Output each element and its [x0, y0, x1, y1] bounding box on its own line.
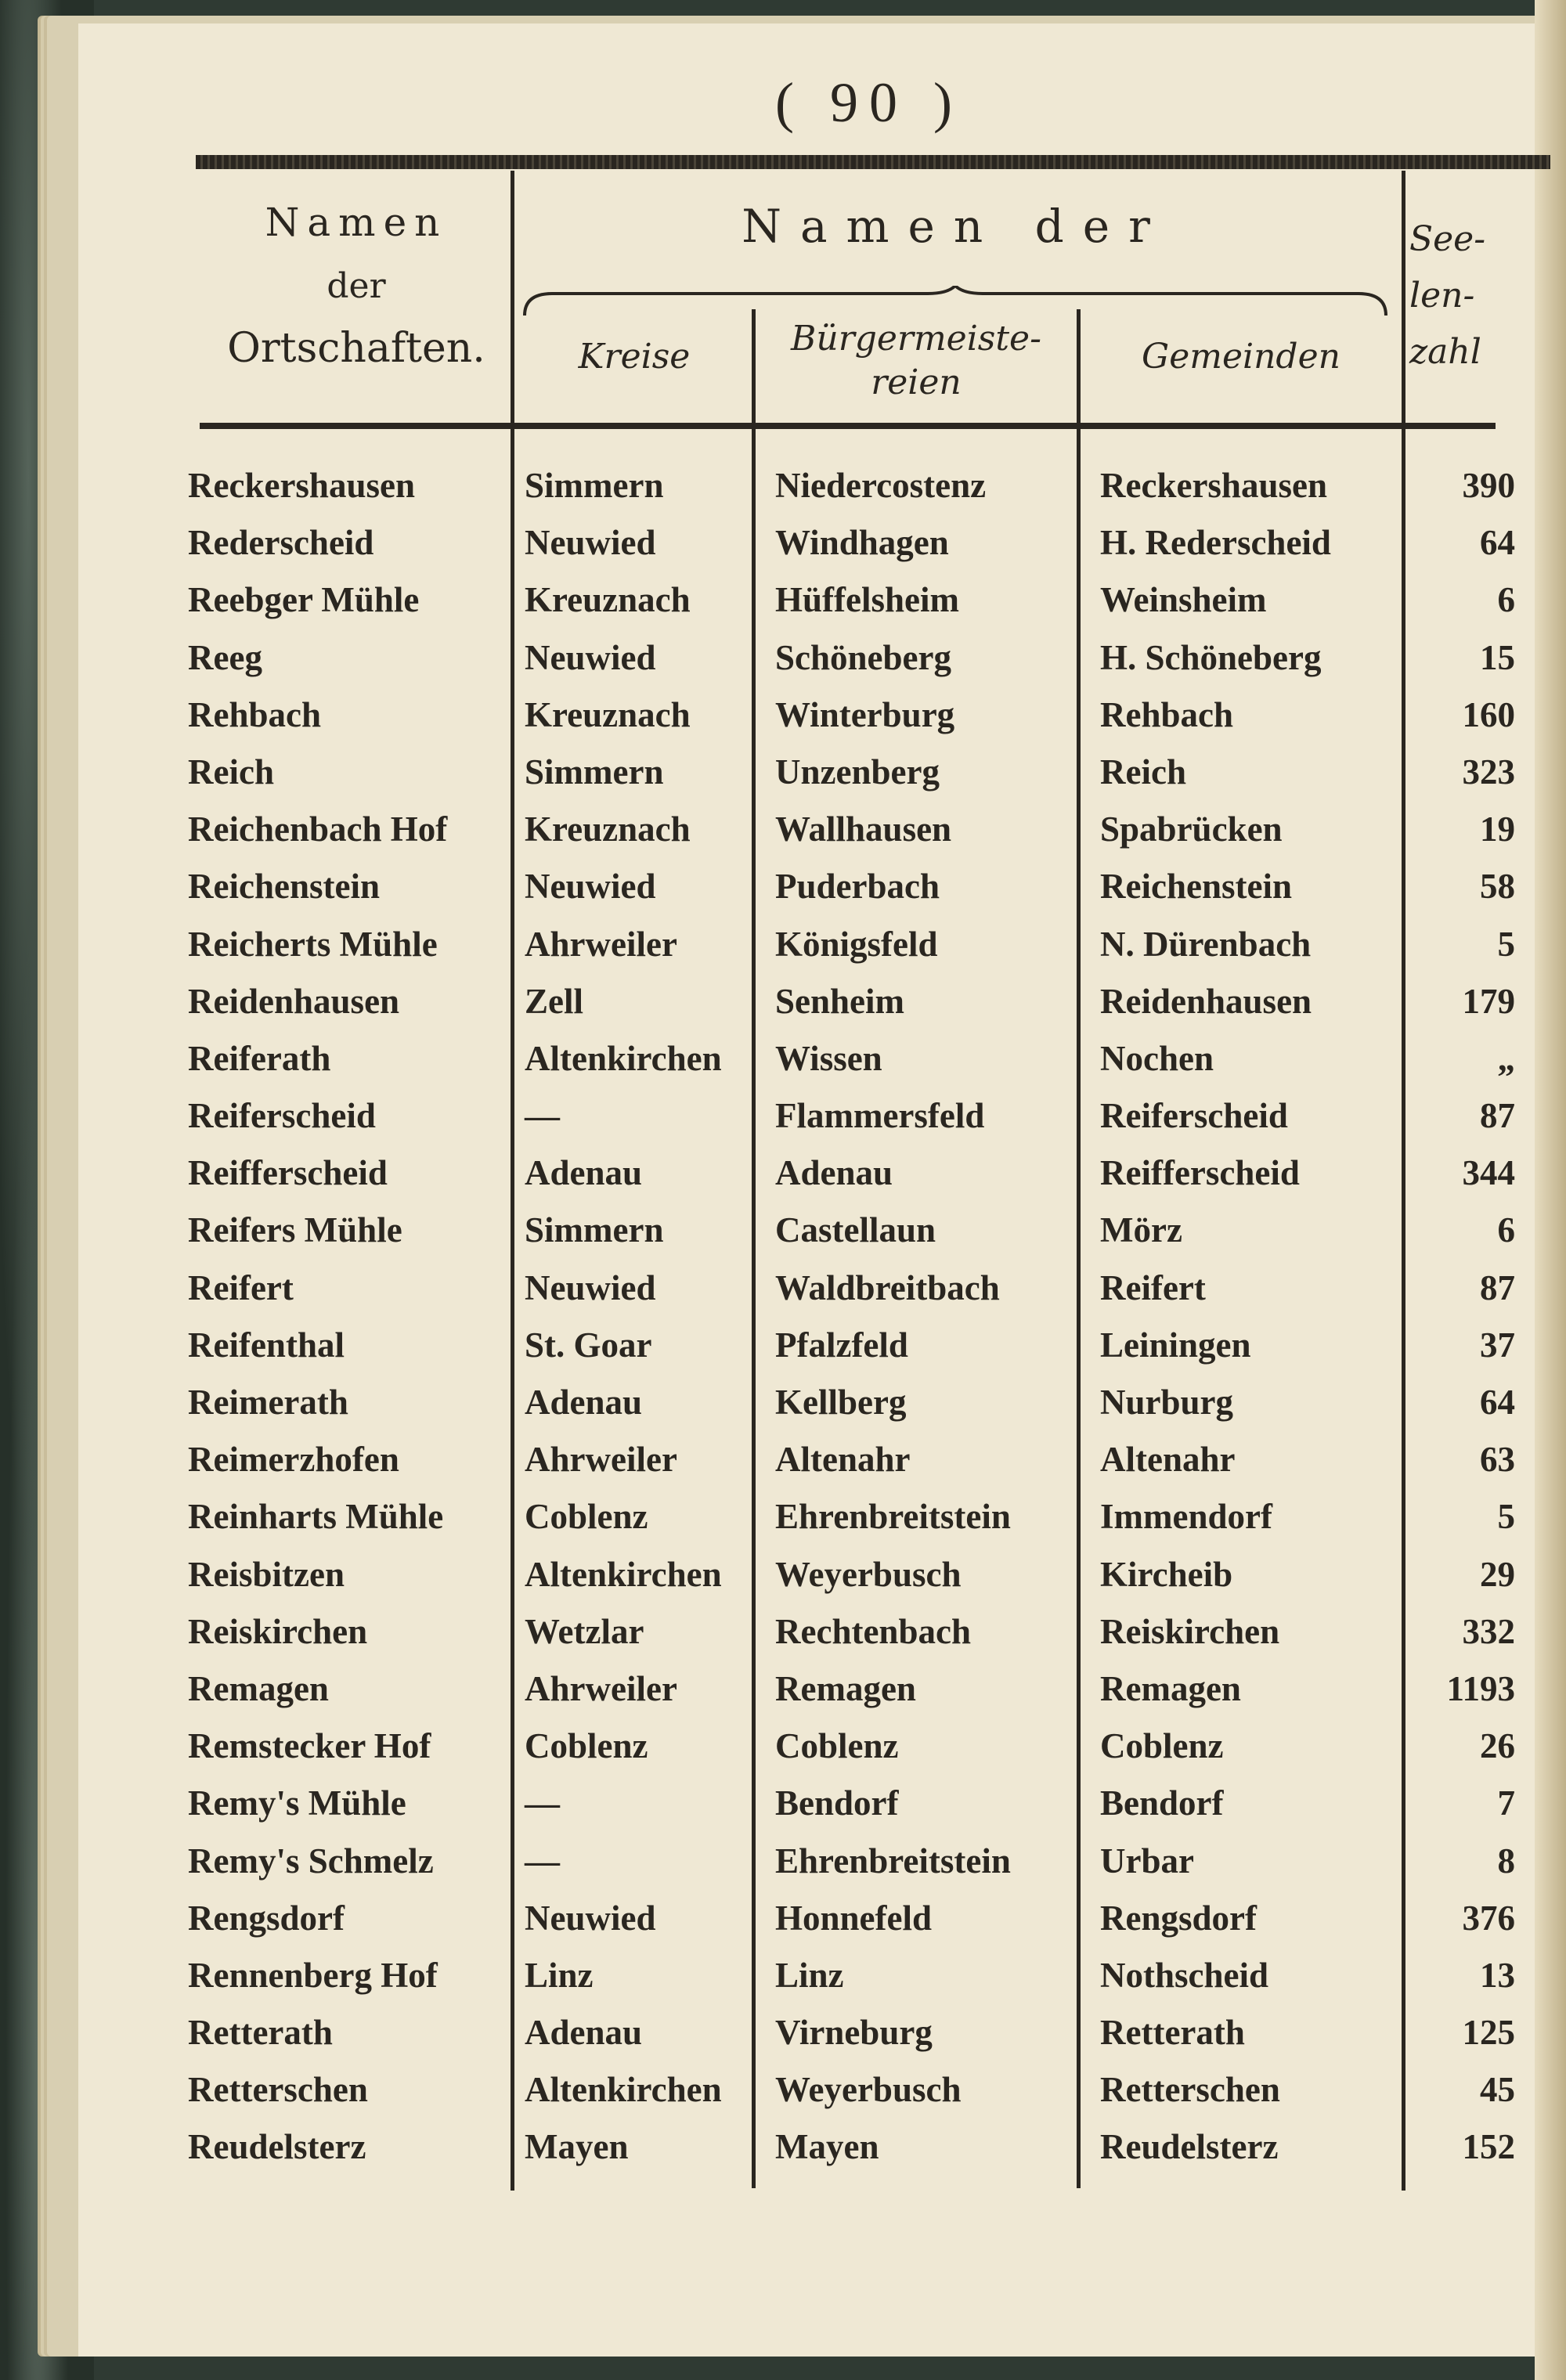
cell-seelenzahl: 19 [1480, 810, 1515, 849]
cell-seelenzahl: 63 [1480, 1440, 1515, 1480]
cell-place-name: Remagen [188, 1668, 329, 1708]
subheader-seelenzahl: See-len-zahl [1409, 219, 1486, 372]
cell-seelenzahl: 58 [1480, 867, 1515, 907]
cell-place-name: Reinharts Mühle [188, 1497, 444, 1537]
cell-place-name: Reidenhausen [188, 981, 400, 1021]
cell-kreis: Kreuznach [525, 694, 691, 734]
page-number: ( 90 ) [775, 71, 963, 134]
cell-gemeinde: Reich [1100, 752, 1186, 792]
cell-seelenzahl: 6 [1497, 580, 1515, 620]
cell-seelenzahl: 8 [1497, 1841, 1515, 1881]
cell-place-name: Reebger Mühle [188, 580, 420, 620]
table-row [0, 1551, 1566, 1608]
cell-gemeinde: Mörz [1100, 1210, 1182, 1250]
cell-gemeinde: Nothscheid [1100, 1955, 1269, 1995]
cell-buergermeisterei: Unzenberg [775, 752, 940, 792]
cell-gemeinde: Spabrücken [1100, 810, 1283, 849]
cell-gemeinde: H. Rederscheid [1100, 523, 1331, 563]
cell-seelenzahl: 376 [1462, 1898, 1515, 1938]
cell-seelenzahl: 179 [1462, 981, 1515, 1021]
cell-place-name: Reicherts Mühle [188, 924, 438, 964]
table-row [0, 1264, 1566, 1322]
cell-seelenzahl: 344 [1462, 1153, 1515, 1193]
cell-place-name: Reeg [188, 637, 262, 677]
cell-gemeinde: Reckershausen [1100, 466, 1327, 505]
cell-kreis: Kreuznach [525, 580, 691, 620]
cell-gemeinde: Reifferscheid [1100, 1153, 1300, 1193]
cell-place-name: Rehbach [188, 694, 322, 734]
cell-place-name: Reifert [188, 1268, 294, 1307]
cell-kreis: Neuwied [525, 867, 656, 907]
cell-kreis: Adenau [525, 2013, 643, 2053]
cell-buergermeisterei: Wallhausen [775, 810, 952, 849]
cell-gemeinde: Kircheib [1100, 1554, 1233, 1594]
table-row [0, 1322, 1566, 1379]
cell-buergermeisterei: Windhagen [775, 523, 949, 563]
cell-buergermeisterei: Mayen [775, 2127, 879, 2167]
cell-buergermeisterei: Castellaun [775, 1210, 936, 1250]
cell-kreis: Coblenz [525, 1497, 648, 1537]
cell-kreis: Altenkirchen [525, 1038, 722, 1078]
table-row [0, 1206, 1566, 1264]
cell-buergermeisterei: Remagen [775, 1668, 916, 1708]
cell-seelenzahl: 390 [1462, 466, 1515, 505]
cell-gemeinde: Nurburg [1100, 1383, 1234, 1422]
cell-seelenzahl: 152 [1462, 2127, 1515, 2167]
cell-buergermeisterei: Bendorf [775, 1783, 899, 1823]
table-row [0, 1608, 1566, 1665]
cell-kreis: Adenau [525, 1153, 643, 1193]
cell-seelenzahl: 15 [1480, 637, 1515, 677]
cell-gemeinde: Leiningen [1100, 1325, 1251, 1365]
cell-gemeinde: Bendorf [1100, 1783, 1224, 1823]
cell-gemeinde: Rehbach [1100, 694, 1234, 734]
cell-buergermeisterei: Flammersfeld [775, 1096, 985, 1136]
cell-place-name: Reiskirchen [188, 1611, 368, 1651]
header-namen-der: Namen der [742, 200, 1169, 253]
table-row [0, 1952, 1566, 2009]
cell-place-name: Reichenbach Hof [188, 810, 448, 849]
cell-place-name: Reckershausen [188, 466, 415, 505]
cell-buergermeisterei: Weyerbusch [775, 1554, 962, 1594]
cell-buergermeisterei: Niedercostenz [775, 466, 987, 505]
cell-gemeinde: Immendorf [1100, 1497, 1272, 1537]
cell-gemeinde: Retterschen [1100, 2070, 1280, 2110]
cell-place-name: Remy's Mühle [188, 1783, 406, 1823]
cell-buergermeisterei: Puderbach [775, 867, 940, 907]
cell-kreis: — [525, 1783, 560, 1823]
table-row [0, 1722, 1566, 1780]
cell-seelenzahl: 323 [1462, 752, 1515, 792]
cell-buergermeisterei: Waldbreitbach [775, 1268, 1000, 1307]
cell-seelenzahl: „ [1497, 1038, 1515, 1078]
cell-buergermeisterei: Adenau [775, 1153, 893, 1193]
cell-buergermeisterei: Winterburg [775, 694, 955, 734]
cell-place-name: Reiferath [188, 1038, 331, 1078]
header-brace [521, 286, 1390, 317]
cell-gemeinde: Retterath [1100, 2013, 1245, 2053]
cell-gemeinde: H. Schöneberg [1100, 637, 1322, 677]
table-row [0, 1436, 1566, 1493]
cell-buergermeisterei: Kellberg [775, 1383, 907, 1422]
cell-kreis: Zell [525, 981, 583, 1021]
cell-seelenzahl: 6 [1497, 1210, 1515, 1250]
cell-kreis: St. Goar [525, 1325, 652, 1365]
table-row [0, 921, 1566, 978]
table-row [0, 462, 1566, 519]
cell-place-name: Retterschen [188, 2070, 368, 2110]
cell-kreis: Altenkirchen [525, 2070, 722, 2110]
cell-place-name: Reisbitzen [188, 1554, 345, 1594]
cell-kreis: Neuwied [525, 1268, 656, 1307]
header-der: der [327, 266, 386, 306]
cell-buergermeisterei: Ehrenbreitstein [775, 1841, 1011, 1881]
table-row [0, 1149, 1566, 1206]
subheader-kreise: Kreise [578, 337, 691, 377]
cell-buergermeisterei: Rechtenbach [775, 1611, 971, 1651]
cell-buergermeisterei: Linz [775, 1955, 844, 1995]
cell-seelenzahl: 45 [1480, 2070, 1515, 2110]
table-row [0, 806, 1566, 863]
header-namen: Namen [265, 200, 448, 245]
cell-buergermeisterei: Hüffelsheim [775, 580, 959, 620]
cell-kreis: Altenkirchen [525, 1554, 722, 1594]
cell-buergermeisterei: Ehrenbreitstein [775, 1497, 1011, 1537]
cell-place-name: Remstecker Hof [188, 1726, 431, 1766]
cell-buergermeisterei: Weyerbusch [775, 2070, 962, 2110]
table-row [0, 1035, 1566, 1092]
table-row [0, 691, 1566, 748]
cell-gemeinde: Weinsheim [1100, 580, 1267, 620]
cell-seelenzahl: 332 [1462, 1611, 1515, 1651]
table-row [0, 978, 1566, 1035]
cell-kreis: Neuwied [525, 637, 656, 677]
cell-buergermeisterei: Honnefeld [775, 1898, 933, 1938]
cell-gemeinde: Nochen [1100, 1038, 1214, 1078]
cell-kreis: Ahrweiler [525, 924, 677, 964]
cell-gemeinde: Altenahr [1100, 1440, 1236, 1480]
cell-seelenzahl: 1193 [1446, 1668, 1515, 1708]
cell-seelenzahl: 64 [1480, 1383, 1515, 1422]
cell-gemeinde: Rengsdorf [1100, 1898, 1257, 1938]
cell-kreis: — [525, 1841, 560, 1881]
table-row [0, 1895, 1566, 1952]
cell-gemeinde: Reudelsterz [1100, 2127, 1279, 2167]
cell-kreis: Adenau [525, 1383, 643, 1422]
cell-seelenzahl: 5 [1497, 924, 1515, 964]
cell-kreis: Linz [525, 1955, 594, 1995]
cell-seelenzahl: 87 [1480, 1268, 1515, 1307]
cell-kreis: Neuwied [525, 1898, 656, 1938]
cell-place-name: Reudelsterz [188, 2127, 366, 2167]
table-row [0, 634, 1566, 691]
cell-place-name: Rengsdorf [188, 1898, 345, 1938]
cell-place-name: Remy's Schmelz [188, 1841, 434, 1881]
cell-kreis: Coblenz [525, 1726, 648, 1766]
cell-gemeinde: Reichenstein [1100, 867, 1292, 907]
cell-seelenzahl: 64 [1480, 523, 1515, 563]
cell-gemeinde: Coblenz [1100, 1726, 1224, 1766]
table-row [0, 863, 1566, 920]
cell-buergermeisterei: Wissen [775, 1038, 882, 1078]
header-ortschaften: Ortschaften. [227, 325, 485, 372]
table-row [0, 2123, 1566, 2180]
cell-gemeinde: N. Dürenbach [1100, 924, 1312, 964]
cell-seelenzahl: 7 [1497, 1783, 1515, 1823]
cell-kreis: Simmern [525, 1210, 664, 1250]
cell-place-name: Rederscheid [188, 523, 374, 563]
cell-place-name: Reifenthal [188, 1325, 345, 1365]
cell-kreis: Kreuznach [525, 810, 691, 849]
table-body [0, 462, 1566, 2181]
cell-gemeinde: Reiskirchen [1100, 1611, 1280, 1651]
cell-gemeinde: Reifert [1100, 1268, 1206, 1307]
cell-seelenzahl: 29 [1480, 1554, 1515, 1594]
cell-place-name: Reimerzhofen [188, 1440, 399, 1480]
cell-place-name: Retterath [188, 2013, 333, 2053]
table-row [0, 519, 1566, 576]
cell-place-name: Reifers Mühle [188, 1210, 402, 1250]
table-row [0, 1665, 1566, 1722]
table-row [0, 1493, 1566, 1550]
cell-place-name: Reifferscheid [188, 1153, 388, 1193]
table-row [0, 576, 1566, 633]
table-row [0, 748, 1566, 806]
cell-seelenzahl: 37 [1480, 1325, 1515, 1365]
cell-seelenzahl: 26 [1480, 1726, 1515, 1766]
cell-place-name: Reichenstein [188, 867, 380, 907]
cell-place-name: Reich [188, 752, 274, 792]
cell-kreis: Simmern [525, 752, 664, 792]
cell-kreis: Mayen [525, 2127, 629, 2167]
cell-place-name: Reiferscheid [188, 1096, 376, 1136]
cell-buergermeisterei: Schöneberg [775, 637, 951, 677]
cell-buergermeisterei: Königsfeld [775, 924, 938, 964]
cell-kreis: Wetzlar [525, 1611, 644, 1651]
cell-buergermeisterei: Coblenz [775, 1726, 899, 1766]
cell-gemeinde: Urbar [1100, 1841, 1194, 1881]
subheader-gemeinden: Gemeinden [1142, 337, 1340, 377]
cell-seelenzahl: 13 [1480, 1955, 1515, 1995]
cell-buergermeisterei: Senheim [775, 981, 905, 1021]
cell-kreis: Ahrweiler [525, 1668, 677, 1708]
subheader-buergermeistereien: Bürgermeiste-reien [791, 319, 1041, 402]
cell-gemeinde: Remagen [1100, 1668, 1241, 1708]
table-row [0, 2066, 1566, 2123]
cell-seelenzahl: 160 [1462, 694, 1515, 734]
table-row [0, 1092, 1566, 1149]
top-rule [196, 155, 1550, 169]
cell-buergermeisterei: Virneburg [775, 2013, 933, 2053]
cell-kreis: Ahrweiler [525, 1440, 677, 1480]
header-rule [200, 423, 1496, 429]
cell-seelenzahl: 125 [1462, 2013, 1515, 2053]
table-row [0, 2009, 1566, 2066]
cell-kreis: Simmern [525, 466, 664, 505]
cell-seelenzahl: 87 [1480, 1096, 1515, 1136]
cell-gemeinde: Reidenhausen [1100, 981, 1312, 1021]
cell-kreis: Neuwied [525, 523, 656, 563]
table-row [0, 1837, 1566, 1895]
cell-seelenzahl: 5 [1497, 1497, 1515, 1537]
cell-kreis: — [525, 1096, 560, 1136]
table-row [0, 1780, 1566, 1837]
table-row [0, 1379, 1566, 1436]
cell-place-name: Rennenberg Hof [188, 1955, 438, 1995]
cell-place-name: Reimerath [188, 1383, 348, 1422]
cell-gemeinde: Reiferscheid [1100, 1096, 1288, 1136]
cell-buergermeisterei: Altenahr [775, 1440, 911, 1480]
cell-buergermeisterei: Pfalzfeld [775, 1325, 908, 1365]
